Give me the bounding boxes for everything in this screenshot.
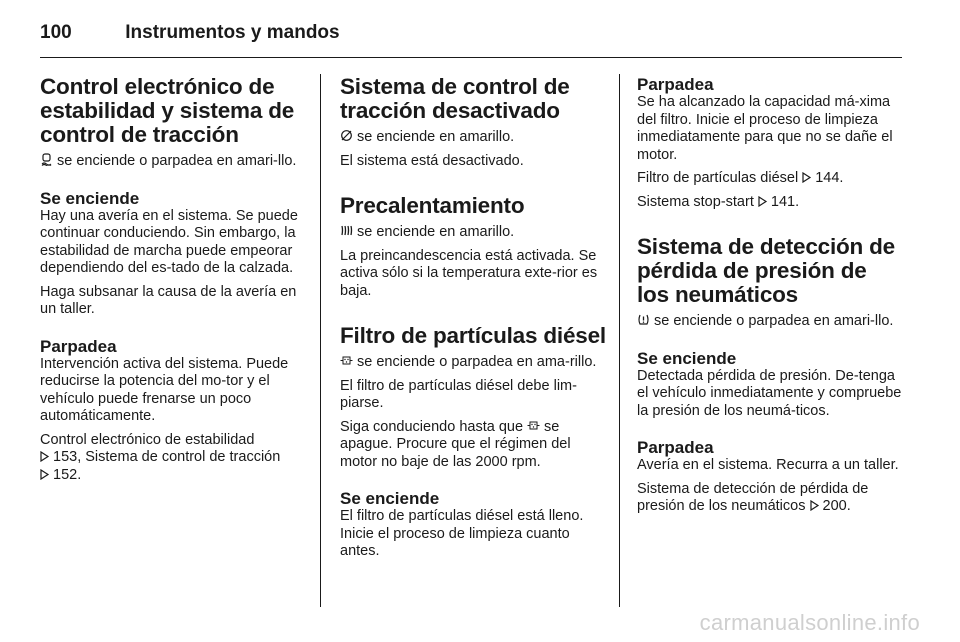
tpms-ref-text: Sistema de detección de pérdida de presión de los neumáticos	[637, 480, 869, 514]
esc-intro-text: se enciende o parpadea en amari-llo.	[57, 153, 297, 169]
dpf-inline-icon	[527, 419, 540, 432]
stopstart-ref-page[interactable]: 141.	[770, 193, 800, 210]
tpms-flash-p1: Avería en el sistema. Recurra a un taller.	[637, 457, 899, 473]
dpf-flash-heading: Parpadea	[637, 75, 714, 94]
dpf-intro-text: se enciende o parpadea en ama-rillo.	[357, 354, 597, 370]
dpf-p2	[340, 419, 606, 472]
tire-pressure-icon	[637, 313, 650, 326]
esc-warning-icon	[40, 153, 53, 166]
tc-off-p: El sistema está desactivado.	[340, 152, 524, 169]
glow-plug-icon	[340, 224, 353, 237]
esc-ref-b[interactable]: 153, Sistema de control de tracción	[53, 449, 281, 465]
esc-intro	[40, 153, 306, 171]
watermark: carmanualsonline.info	[699, 610, 920, 635]
esc-on-p1: Hay una avería en el sistema. Se puede continuar conduciendo. Sin embargo, la estabilidad de marcha puede empeorar dependiendo del es-tado de la calzada.	[40, 207, 298, 276]
header-rule	[40, 57, 902, 58]
page-ref-arrow-icon	[40, 450, 50, 461]
page-ref-arrow-icon	[802, 171, 812, 182]
dpf-flash-p1: Se ha alcanzado la capacidad má-xima del filtro. Inicie el proceso de limpieza inmediatamente para que no se dañe el motor.	[637, 94, 893, 163]
esc-on-heading: Se enciende	[40, 188, 140, 208]
column-3	[637, 75, 903, 522]
dpf-icon	[340, 354, 353, 367]
dpf-ref-page[interactable]: 144.	[815, 170, 844, 186]
dpf-on-heading: Se enciende	[340, 489, 440, 508]
page-header	[40, 18, 910, 48]
column-1	[40, 75, 306, 490]
glow-p: La preincandescencia está activada. Se activa sólo si la temperatura exte-rior es baja.	[340, 247, 598, 299]
dpf-p2-b: se apague. Procure que el régimen del motor no baje de las 2000 rpm.	[340, 418, 571, 470]
dpf-p1: El filtro de partículas diésel debe lim-piarse.	[340, 377, 577, 411]
esc-on-p2: Haga subsanar la causa de la avería en un taller.	[40, 283, 297, 317]
stopstart-ref-text: Sistema stop-start	[637, 193, 754, 210]
dpf-heading: Filtro de partículas diésel	[340, 323, 606, 348]
tpms-on-p: Detectada pérdida de presión. De-tenga el vehículo inmediatamente y compruebe la presión de los neumá-ticos.	[637, 367, 902, 419]
esc-ref-a: Control electrónico de estabilidad	[40, 431, 255, 448]
esc-flash-p1: Intervención activa del sistema. Puede reducirse la potencia del mo-tor y el vehículo puede frenarse un poco automáticamente.	[40, 355, 289, 424]
tpms-ref-page[interactable]: 200.	[822, 498, 851, 514]
dpf-ref-text: Filtro de partículas diésel	[637, 170, 799, 186]
tpms-flash-heading: Parpadea	[637, 438, 714, 457]
dpf-on-p: El filtro de partículas diésel está lleno. Inicie el proceso de limpieza cuanto antes.	[340, 508, 584, 559]
glow-intro-text: se enciende en amarillo.	[357, 224, 515, 240]
tpms-ref	[637, 481, 903, 516]
page-number: 100	[40, 22, 72, 43]
column-divider-1	[320, 74, 321, 607]
tc-off-intro	[340, 129, 606, 147]
stopstart-ref	[637, 194, 903, 212]
tpms-on-heading: Se enciende	[637, 348, 737, 368]
page-ref-arrow-icon	[810, 499, 820, 510]
dpf-ref	[637, 170, 903, 188]
esc-tc-heading: Control electrónico de estabilidad y sistema de control de tracción	[40, 74, 295, 147]
tc-off-heading: Sistema de control de tracción desactivado	[340, 74, 570, 123]
column-2	[340, 75, 606, 567]
page-ref-arrow-icon	[758, 195, 768, 206]
tc-off-intro-text: se enciende en amarillo.	[357, 129, 515, 145]
tpms-intro	[637, 313, 903, 331]
tpms-heading: Sistema de detección de pérdida de presión de los neumáticos	[637, 234, 895, 307]
column-divider-2	[619, 74, 620, 607]
esc-flash-heading: Parpadea	[40, 336, 117, 356]
tc-off-icon	[340, 129, 353, 142]
esc-flash-refs	[40, 432, 306, 485]
page-title: Instrumentos y mandos	[125, 22, 340, 43]
dpf-intro	[340, 354, 606, 372]
esc-ref-c[interactable]: 152.	[53, 466, 82, 483]
tpms-intro-text: se enciende o parpadea en amari-llo.	[654, 313, 894, 329]
dpf-p2-a: Siga conduciendo hasta que	[340, 418, 524, 435]
glow-intro	[340, 224, 606, 242]
glow-heading: Precalentamiento	[340, 193, 525, 218]
page-ref-arrow-icon	[40, 468, 50, 479]
